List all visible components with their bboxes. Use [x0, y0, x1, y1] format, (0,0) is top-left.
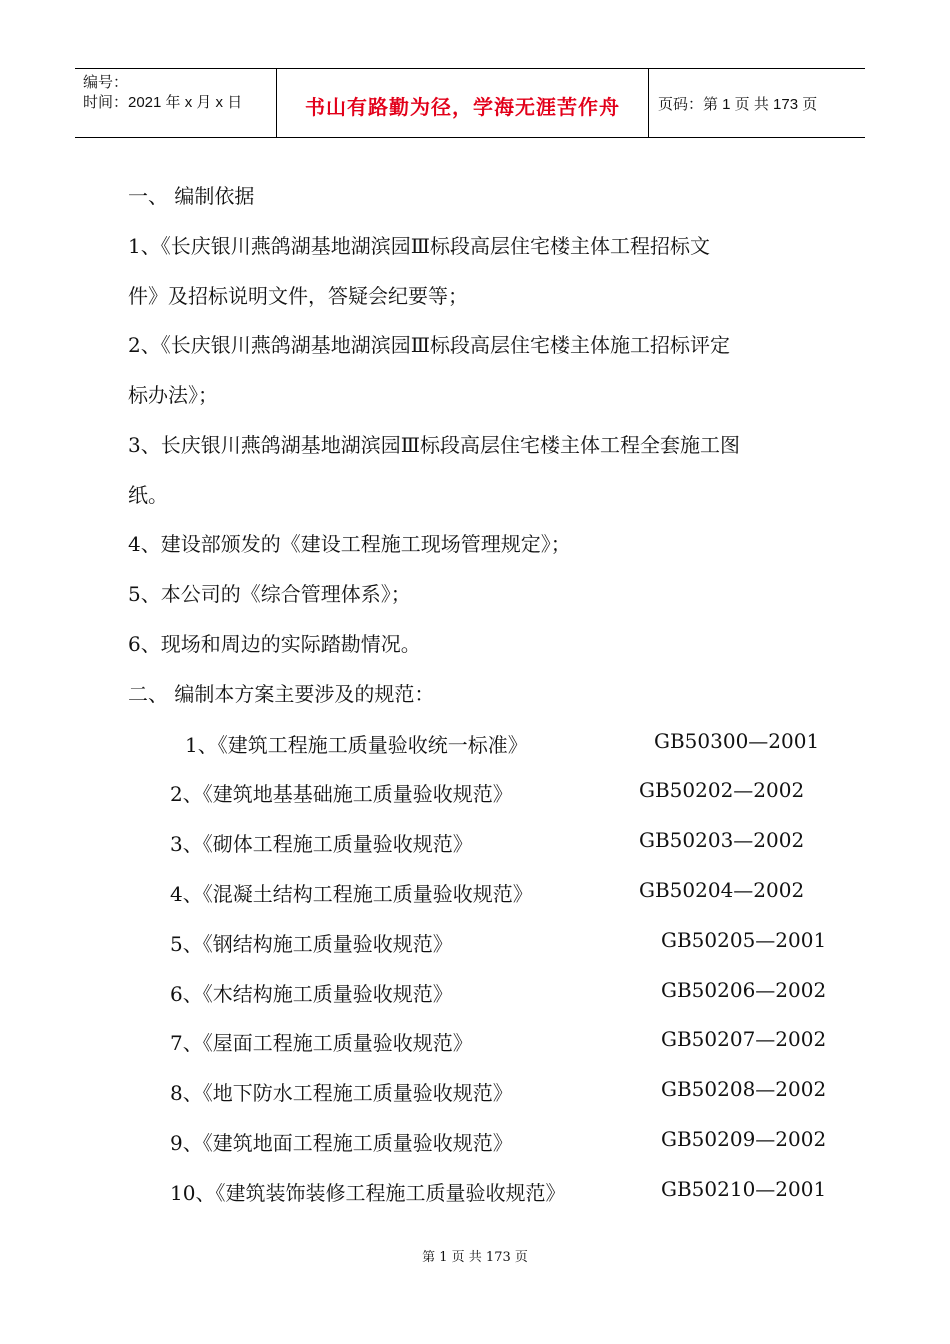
- basis-line: 件》及招标说明文件，答疑会纪要等；: [128, 284, 468, 308]
- standard-name: 10、《建筑装饰装修工程施工质量验收规范》: [170, 1181, 566, 1205]
- document-number-label: 编号：: [83, 74, 129, 91]
- standard-name: 4、《混凝土结构工程施工质量验收规范》: [170, 882, 533, 906]
- standard-code: GB50206—2002: [661, 978, 827, 1002]
- section-heading-basis: 一、 编制依据: [128, 184, 255, 208]
- basis-line: 6、现场和周边的实际踏勘情况。: [128, 632, 421, 656]
- header-motto: 书山有路勤为径，学海无涯苦作舟: [305, 95, 620, 119]
- header-page-cell: [650, 69, 865, 137]
- basis-line: 2、《长庆银川燕鸽湖基地湖滨园Ⅲ标段高层住宅楼主体施工招标评定: [128, 333, 731, 357]
- basis-line: 5、本公司的《综合管理体系》；: [128, 582, 411, 606]
- standard-name: 8、《地下防水工程施工质量验收规范》: [170, 1081, 513, 1105]
- standard-name: 7、《屋面工程施工质量验收规范》: [170, 1031, 473, 1055]
- basis-line: 4、建设部颁发的《建设工程施工现场管理规定》；: [128, 532, 571, 556]
- standard-code: GB50205—2001: [661, 928, 827, 952]
- standard-name: 5、《钢结构施工质量验收规范》: [170, 932, 453, 956]
- page-footer: 第 1 页 共 173 页: [422, 1250, 528, 1265]
- standard-code: GB50207—2002: [661, 1027, 827, 1051]
- standard-name: 2、《建筑地基基础施工质量验收规范》: [170, 782, 513, 806]
- standard-code: GB50210—2001: [661, 1177, 827, 1201]
- basis-line: 3、长庆银川燕鸽湖基地湖滨园Ⅲ标段高层住宅楼主体工程全套施工图: [128, 433, 741, 457]
- document-time-label: 时间：2021 年 x 月 x 日: [83, 94, 243, 111]
- standard-name: 6、《木结构施工质量验收规范》: [170, 982, 453, 1006]
- header-meta-cell: [75, 69, 277, 137]
- standard-code: GB50208—2002: [661, 1077, 827, 1101]
- standard-code: GB50209—2002: [661, 1127, 827, 1151]
- standard-code: GB50204—2002: [639, 878, 805, 902]
- standard-name: 1、《建筑工程施工质量验收统一标准》: [185, 733, 528, 757]
- standard-name: 3、《砌体工程施工质量验收规范》: [170, 832, 473, 856]
- basis-line: 标办法》；: [128, 383, 218, 407]
- standard-code: GB50203—2002: [639, 828, 805, 852]
- page-header: [75, 68, 865, 138]
- standard-code: GB50300—2001: [654, 729, 820, 753]
- header-page-number: 页码：第 1 页 共 173 页: [658, 96, 818, 113]
- standard-name: 9、《建筑地面工程施工质量验收规范》: [170, 1131, 513, 1155]
- header-motto-cell: [277, 69, 649, 137]
- standard-code: GB50202—2002: [639, 778, 805, 802]
- basis-line: 纸。: [128, 483, 168, 507]
- section-heading-standards: 二、 编制本方案主要涉及的规范：: [128, 682, 435, 706]
- basis-line: 1、《长庆银川燕鸽湖基地湖滨园Ⅲ标段高层住宅楼主体工程招标文: [128, 234, 711, 258]
